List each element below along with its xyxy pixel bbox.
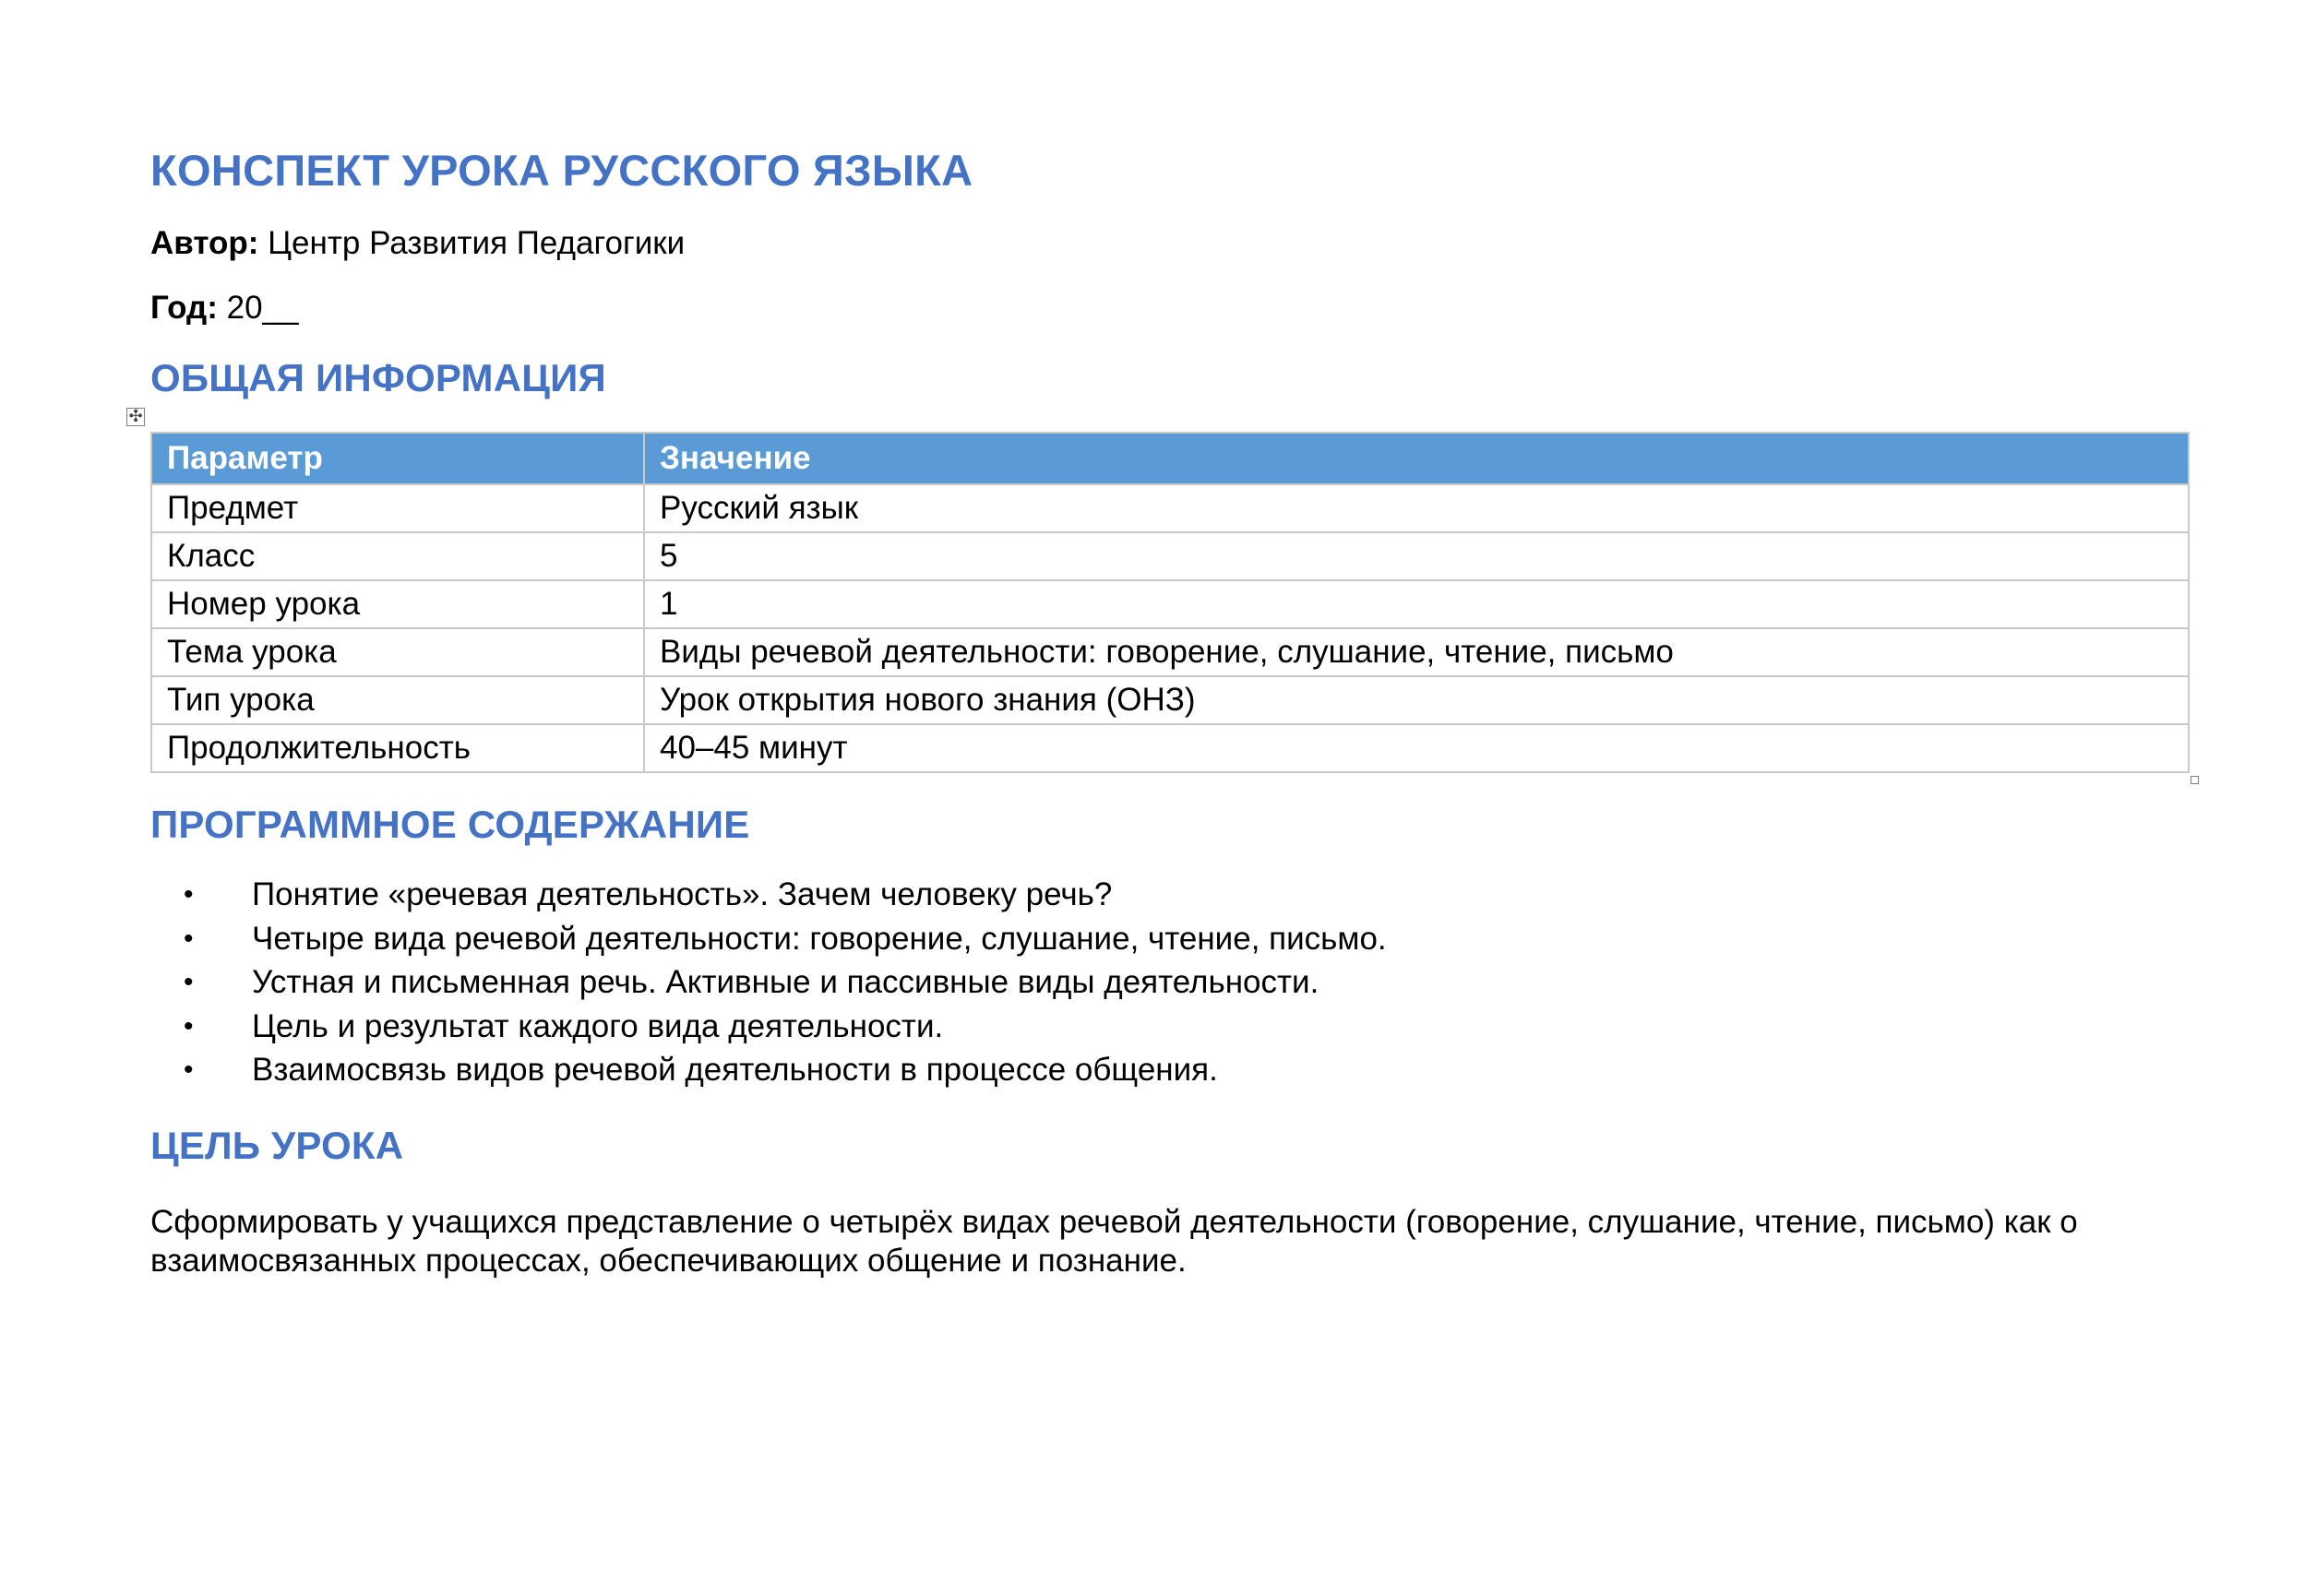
table-cell: Тема урока [151, 628, 644, 676]
bullet-icon: • [184, 1054, 194, 1085]
table-header-cell: Значение [644, 433, 2189, 484]
table-cell: Предмет [151, 484, 644, 532]
year-label: Год: [150, 290, 218, 326]
table-cell: Тип урока [151, 676, 644, 724]
table-cell: Урок открытия нового знания (ОНЗ) [644, 676, 2189, 724]
general-info-table-container [128, 407, 2188, 773]
document-title: КОНСПЕКТ УРОКА РУССКОГО ЯЗЫКА [150, 146, 973, 195]
table-cell: Класс [151, 532, 644, 580]
list-item [150, 917, 2185, 961]
general-info-heading: ОБЩАЯ ИНФОРМАЦИЯ [150, 356, 606, 399]
table-row [151, 628, 2189, 676]
lesson-goal-text: Сформировать у учащихся представление о четырёх видах речевой деятельности (говорение, слушание, чтение, письмо) как о взаимосвязанных процессах, обеспечивающих общение и познание. [150, 1203, 2078, 1279]
table-row [151, 484, 2189, 532]
general-info-table [150, 432, 2190, 773]
table-cell: Продолжительность [151, 724, 644, 772]
list-item [150, 1005, 2185, 1049]
resize-square-icon[interactable] [2191, 776, 2199, 784]
table-row [151, 580, 2189, 628]
program-content-list [150, 873, 2185, 1092]
list-item-text: Цель и результат каждого вида деятельности. [252, 1007, 944, 1044]
table-header-row [151, 433, 2189, 484]
table-cell: Виды речевой деятельности: говорение, слушание, чтение, письмо [644, 628, 2189, 676]
list-item-text: Понятие «речевая деятельность». Зачем человеку речь? [252, 876, 1113, 912]
author-label: Автор: [150, 225, 259, 261]
bullet-icon: • [184, 1010, 194, 1042]
author-line [150, 221, 2185, 266]
author-value: Центр Развития Педагогики [258, 225, 686, 261]
program-content-heading: ПРОГРАММНОЕ СОДЕРЖАНИЕ [150, 803, 750, 846]
move-arrows-icon[interactable]: ✣ [126, 408, 145, 426]
list-item [150, 1048, 2185, 1092]
table-row [151, 532, 2189, 580]
list-item-text: Взаимосвязь видов речевой деятельности в процессе общения. [252, 1052, 1218, 1088]
bullet-icon: • [184, 879, 194, 910]
table-cell: 1 [644, 580, 2189, 628]
year-value: 20__ [217, 290, 299, 326]
table-cell: Номер урока [151, 580, 644, 628]
table-cell: 5 [644, 532, 2189, 580]
list-item [150, 960, 2185, 1005]
bullet-icon: • [184, 923, 194, 954]
bullet-icon: • [184, 967, 194, 997]
table-row [151, 724, 2189, 772]
year-line [150, 286, 2185, 330]
table-cell: 40–45 минут [644, 724, 2189, 772]
table-cell: Русский язык [644, 484, 2189, 532]
list-item-text: Четыре вида речевой деятельности: говорение, слушание, чтение, письмо. [252, 920, 1387, 957]
document-body [128, 138, 2185, 1280]
list-item-text: Устная и письменная речь. Активные и пассивные виды деятельности. [252, 964, 1319, 1000]
lesson-goal-heading: ЦЕЛЬ УРОКА [150, 1123, 404, 1167]
table-header-cell: Параметр [151, 433, 644, 484]
table-row [151, 676, 2189, 724]
list-item [150, 873, 2185, 917]
